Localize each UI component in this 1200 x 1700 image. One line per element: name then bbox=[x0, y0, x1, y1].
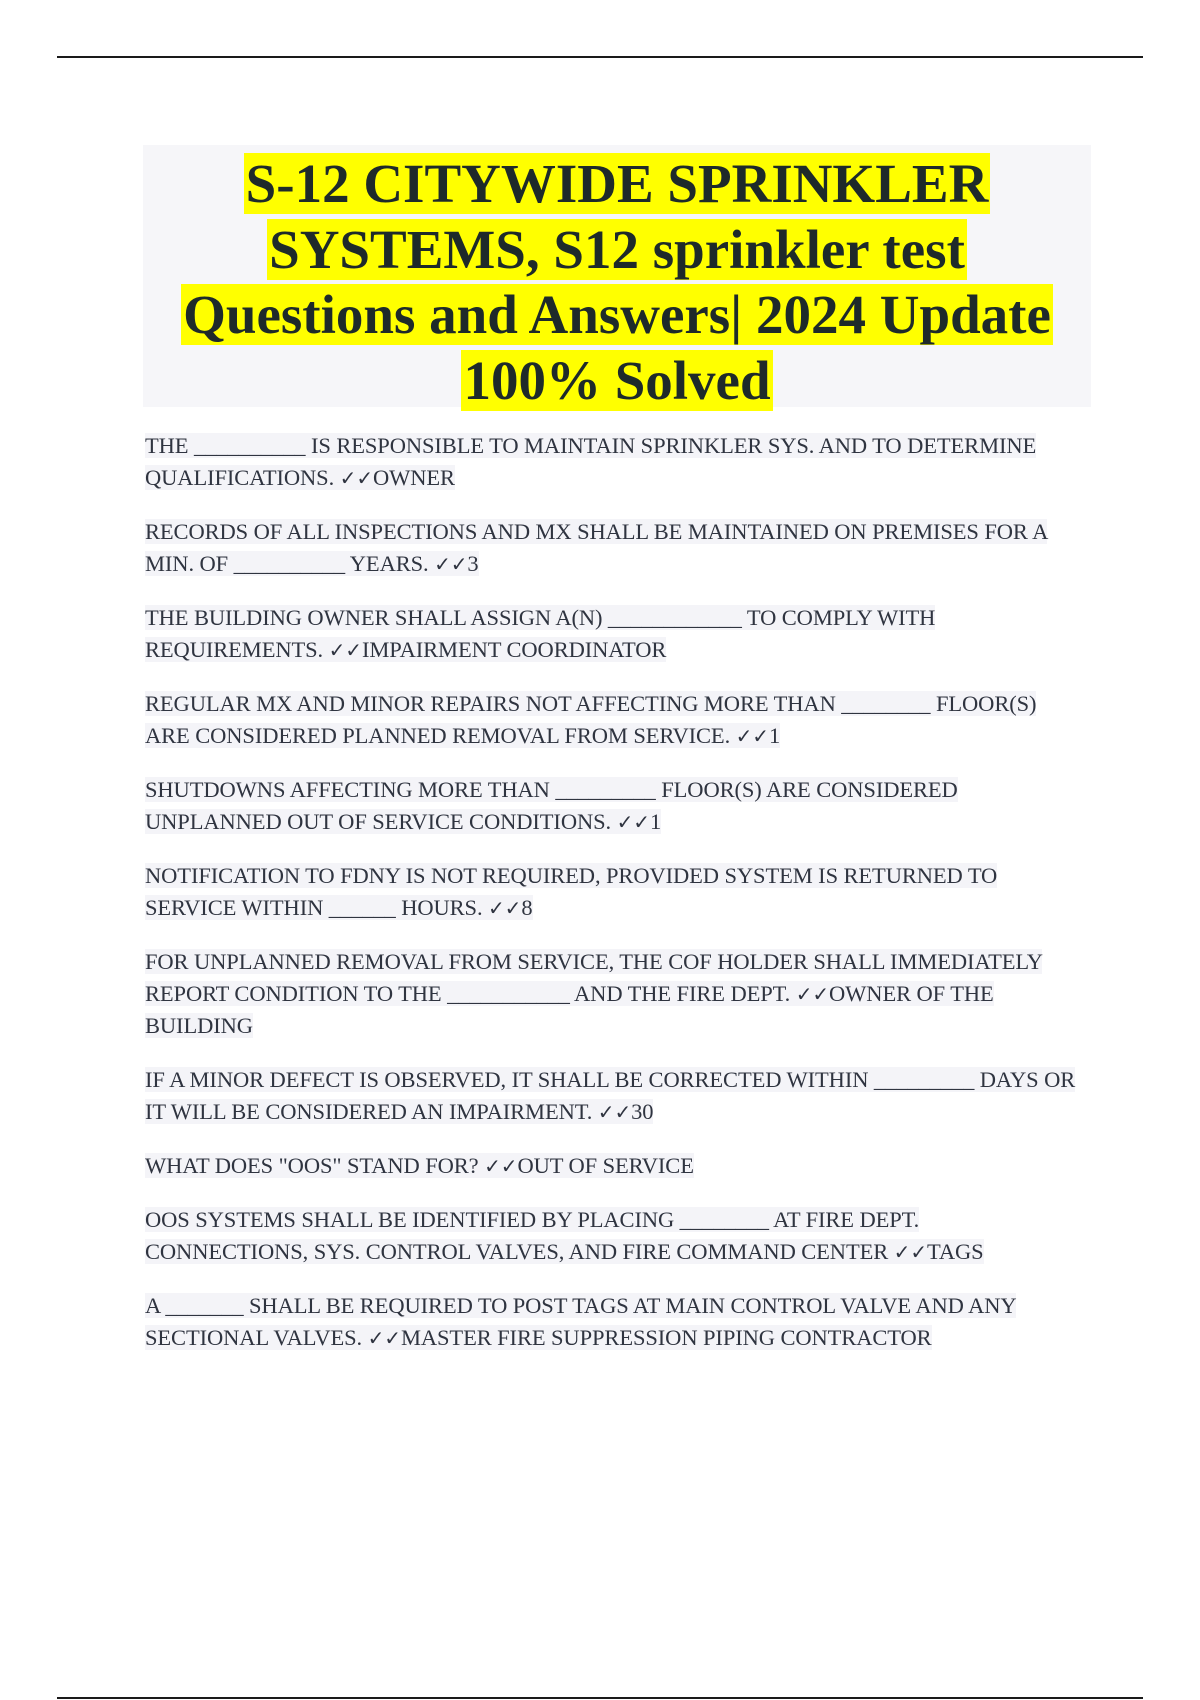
check-mark-icon: ✓✓ bbox=[488, 896, 522, 920]
qa-item-9 bbox=[145, 1150, 1085, 1182]
check-mark-icon: ✓✓ bbox=[367, 1326, 401, 1350]
answer-text: 8 bbox=[521, 895, 533, 920]
question-text: WHAT DOES "OOS" STAND FOR? bbox=[145, 1153, 479, 1178]
footer-rule bbox=[57, 1697, 1143, 1699]
check-mark-icon: ✓✓ bbox=[597, 1100, 632, 1124]
qa-item-1 bbox=[145, 430, 1085, 494]
qa-item-5 bbox=[145, 774, 1085, 838]
answer-text: OUT OF SERVICE bbox=[517, 1153, 694, 1178]
title-line-3: Questions and Answers| 2024 Update bbox=[183, 284, 1051, 345]
question-text: SHUTDOWNS AFFECTING MORE THAN _________ FLOOR(S) ARE CONSIDERED UNPLANNED OUT OF SERVICE CONDITIONS. bbox=[145, 777, 958, 834]
check-mark-icon: ✓✓ bbox=[893, 1240, 927, 1264]
qa-item-2 bbox=[145, 516, 1085, 580]
question-text: NOTIFICATION TO FDNY IS NOT REQUIRED, PROVIDED SYSTEM IS RETURNED TO SERVICE WITHIN ______ HOURS. bbox=[145, 863, 998, 920]
check-mark-icon: ✓✓ bbox=[616, 810, 650, 834]
qa-item-8 bbox=[145, 1064, 1085, 1128]
answer-text: OWNER OF THE BUILDING bbox=[145, 981, 994, 1038]
qa-list bbox=[145, 430, 1085, 1376]
qa-item-10 bbox=[145, 1204, 1085, 1268]
question-text: OOS SYSTEMS SHALL BE IDENTIFIED BY PLACING ________ AT FIRE DEPT. CONNECTIONS, SYS. CONTROL VALVES, AND FIRE COMMAND CENTER bbox=[145, 1207, 920, 1264]
check-mark-icon: ✓✓ bbox=[795, 982, 830, 1006]
qa-item-6 bbox=[145, 860, 1085, 924]
question-text: IF A MINOR DEFECT IS OBSERVED, IT SHALL BE CORRECTED WITHIN _________ DAYS OR IT WILL BE CONSIDERED AN IMPAIRMENT. bbox=[145, 1067, 1076, 1124]
answer-text: 1 bbox=[768, 723, 781, 748]
qa-item-11 bbox=[145, 1290, 1085, 1354]
question-text: THE __________ IS RESPONSIBLE TO MAINTAIN SPRINKLER SYS. AND TO DETERMINE QUALIFICATIONS. bbox=[145, 433, 1037, 490]
check-mark-icon: ✓✓ bbox=[328, 638, 362, 662]
qa-item-4 bbox=[145, 688, 1085, 752]
answer-text: IMPAIRMENT COORDINATOR bbox=[361, 637, 667, 662]
answer-text: OWNER bbox=[372, 465, 455, 490]
answer-text: MASTER FIRE SUPPRESSION PIPING CONTRACTOR bbox=[400, 1325, 932, 1350]
answer-text: 1 bbox=[649, 809, 662, 834]
answer-text: 3 bbox=[467, 551, 479, 576]
document-title bbox=[143, 151, 1091, 413]
question-text: REGULAR MX AND MINOR REPAIRS NOT AFFECTING MORE THAN ________ FLOOR(S) ARE CONSIDERED PLANNED REMOVAL FROM SERVICE. bbox=[145, 691, 1037, 748]
check-mark-icon: ✓✓ bbox=[484, 1154, 518, 1178]
title-line-1: S-12 CITYWIDE SPRINKLER bbox=[245, 153, 989, 214]
answer-text: 30 bbox=[631, 1099, 654, 1124]
question-text: A _______ SHALL BE REQUIRED TO POST TAGS AT MAIN CONTROL VALVE AND ANY SECTIONAL VALVES. bbox=[145, 1293, 1016, 1350]
question-text: FOR UNPLANNED REMOVAL FROM SERVICE, THE COF HOLDER SHALL IMMEDIATELY REPORT CONDITION TO THE ___________ AND THE FIRE DEPT. bbox=[145, 949, 1043, 1006]
qa-item-7 bbox=[145, 946, 1085, 1042]
question-text: RECORDS OF ALL INSPECTIONS AND MX SHALL BE MAINTAINED ON PREMISES FOR A MIN. OF __________ YEARS. bbox=[145, 519, 1048, 576]
check-mark-icon: ✓✓ bbox=[339, 466, 373, 490]
header-rule bbox=[57, 56, 1143, 58]
question-text: THE BUILDING OWNER SHALL ASSIGN A(N) ____________ TO COMPLY WITH REQUIREMENTS. bbox=[145, 605, 936, 662]
title-line-4: 100% Solved bbox=[463, 349, 771, 411]
title-line-2: SYSTEMS, S12 sprinkler test bbox=[269, 218, 965, 280]
check-mark-icon: ✓✓ bbox=[735, 724, 769, 748]
title-block bbox=[143, 145, 1091, 411]
check-mark-icon: ✓✓ bbox=[434, 552, 468, 576]
answer-text: TAGS bbox=[927, 1239, 984, 1264]
qa-item-3 bbox=[145, 602, 1085, 666]
